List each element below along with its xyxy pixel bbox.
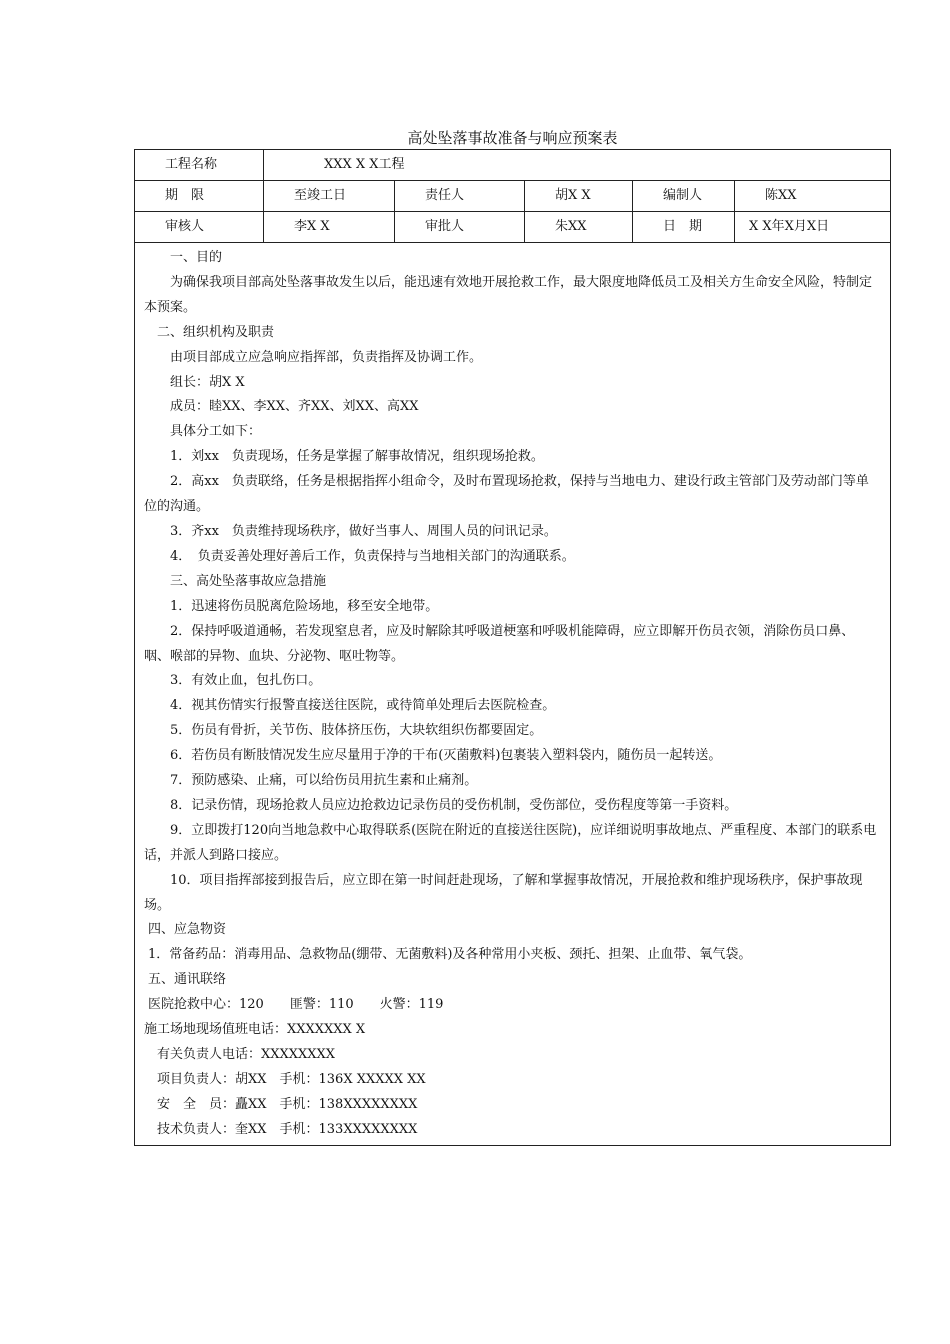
contact-line: 施工场地现场值班电话：XXXXXXX X [144,1022,366,1038]
plan-body [135,243,890,1145]
date-label: 日 期 [633,212,735,242]
reviewer-label: 审核人 [135,212,264,242]
reviewer-value: 李X X [264,212,395,242]
list-item: 3．齐xx 负责维持现场秩序，做好当事人、周围人员的问讯记录。 [170,523,557,539]
owner-value: 胡X X [525,181,633,211]
list-item: 8．记录伤情，现场抢救人员应边抢救边记录伤员的受伤机制，受伤部位，受伤程度等第一手资料。 [170,797,738,813]
approver-value: 朱XX [525,212,633,242]
list-item: 9．立即拨打120向当地急救中心取得联系(医院在附近的直接送往医院)，应详细说明事故地点、严重程度、本部门的联系电话，并派人到路口接应。 [144,822,877,863]
list-item: 2．保持呼吸道通畅，若发现窒息者，应及时解除其呼吸道梗塞和呼吸机能障碍，应立即解开伤员衣领，消除伤员口鼻、咽、喉部的异物、血块、分泌物、呕吐物等。 [144,623,855,664]
contact-line: 项目负责人：胡XX 手机：136X XXXXX XX [157,1071,426,1087]
paragraph: 为确保我项目部高处坠落事故发生以后，能迅速有效地开展抢救工作，最大限度地降低员工及相关方生命安全风险，特制定本预案。 [144,274,873,315]
paragraph: 由项目部成立应急响应指挥部，负责指挥及协调工作。 [170,349,483,365]
section-heading: 三、高处坠落事故应急措施 [170,573,327,589]
list-item: 5．伤员有骨折，关节伤、肢体挤压伤，大块软组织伤都要固定。 [170,723,543,739]
list-item: 1．迅速将伤员脱离危险场地，移至安全地带。 [170,598,439,614]
project-name-value: XXX X X工程 [324,157,405,172]
approver-label: 审批人 [395,212,525,242]
paragraph: 成员：睦XX、李XX、齐XX、刘XX、高XX [170,399,419,415]
section-heading: 四、应急物资 [148,922,227,938]
contact-line: 有关负责人电话：XXXXXXXX [157,1047,336,1062]
section-heading: 一、目的 [170,250,223,265]
list-item: 4． 负责妥善处理好善后工作，负责保持与当地相关部门的沟通联系。 [170,548,575,564]
project-name-label: 工程名称 [135,150,264,180]
section-heading: 二、组织机构及职责 [157,324,275,340]
document-title: 高处坠落事故准备与响应预案表 [407,129,618,147]
owner-label: 责任人 [395,181,525,211]
list-item: 10．项目指挥部接到报告后，应立即在第一时间赶赴现场，了解和掌握事故情况，开展抢救和维护现场秩序，保护事故现场。 [144,872,863,913]
contact-line: 技术负责人：奎XX 手机：133XXXXXXXX [157,1121,418,1137]
author-value: 陈XX [765,188,797,203]
review-row [135,212,890,243]
list-item: 3．有效止血，包扎伤口。 [170,673,322,689]
date-value: X X年X月X日 [749,219,830,234]
list-item: 4．视其伤情实行报警直接送往医院，或待简单处理后去医院检查。 [170,698,556,714]
list-item: 7．预防感染、止痛，可以给伤员用抗生素和止痛剂。 [170,773,478,789]
list-item: 1．刘xx 负责现场，任务是掌握了解事故情况，组织现场抢救。 [170,449,544,465]
project-name-row [135,150,890,181]
section-heading: 五、通讯联络 [148,972,227,988]
period-value: 至竣工日 [264,181,395,211]
author-label: 编制人 [633,181,735,211]
list-item: 2．高xx 负责联络，任务是根据指挥小组命令，及时布置现场抢救，保持与当地电力、建设行政主管部门及劳动部门等单位的沟通。 [144,474,869,515]
plan-form-table [134,149,891,1146]
list-item: 1．常备药品：消毒用品、急救物品(绷带、无菌敷料)及各种常用小夹板、颈托、担架、止血带、氧气袋。 [148,947,752,963]
list-item: 6．若伤员有断肢情况发生应尽量用于净的干布(灭菌敷料)包裹装入塑料袋内，随伤员一起转送。 [170,748,722,764]
period-label: 期 限 [135,181,264,211]
period-row [135,181,890,212]
paragraph: 具体分工如下： [170,424,262,440]
contact-line: 安 全 员：矗XX 手机：138XXXXXXXX [157,1096,418,1112]
contact-line: 医院抢救中心：120 匪警：110 火警：119 [148,997,444,1013]
paragraph: 组长：胡X X [170,374,245,390]
